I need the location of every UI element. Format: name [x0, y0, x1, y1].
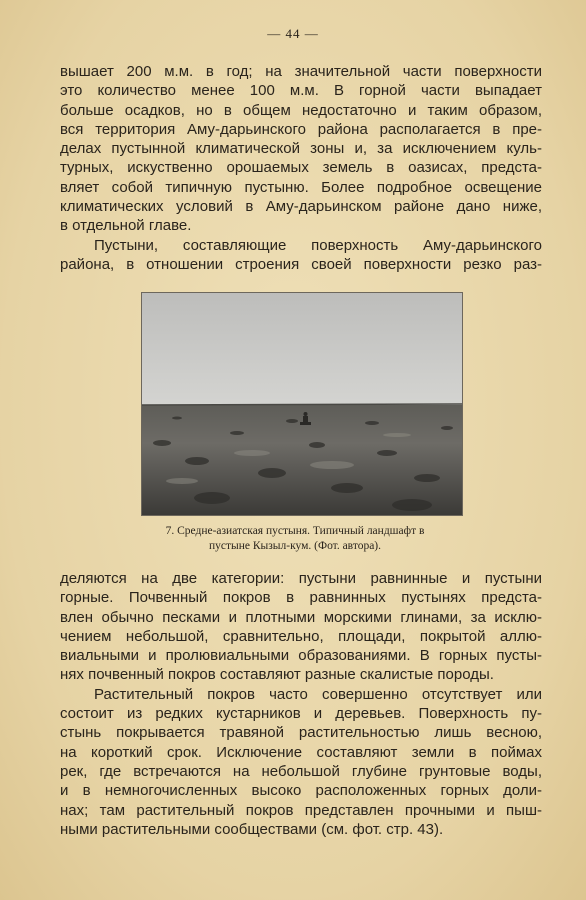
- text-line: состоит из редких кустарников и деревьев. Поверхность пу-: [60, 705, 542, 723]
- text-line: вся территория Аму-дарьинского района располагается в пре-: [60, 120, 542, 138]
- page-number: — 44 —: [267, 26, 319, 41]
- text-line: района, в отношении строения своей поверхности резко раз-: [60, 255, 542, 273]
- text-line: и в немногочисленных высоко расположенных горных доли-: [60, 782, 542, 800]
- text-line: Пустыни, составляющие поверхность Аму-дарьинского: [94, 236, 542, 254]
- text-line: чением небольшой, сравнительно, площади, покрытой аллю-: [60, 627, 542, 645]
- text-line: делах пустынной климатической зоны и, за исключением куль-: [60, 140, 542, 158]
- text-line: это количество менее 100 м.м. В горной части выпадает: [60, 82, 542, 100]
- text-line: вышает 200 м.м. в год; на значительной части поверхности: [60, 63, 542, 80]
- text-line: нях почвенный покров составляют разные скалистые породы.: [60, 666, 494, 684]
- text-line: нах; там растительный покров представлен прочными и пыш-: [60, 801, 542, 819]
- text-line: климатических условий в Аму-дарьинском районе дано ниже,: [60, 198, 542, 216]
- paragraph-block-top: [60, 62, 542, 274]
- text-line: горные. Почвенный покров в равнинных пустынях предста-: [60, 589, 542, 607]
- text-line: деляются на две категории: пустыни равнинные и пустыни: [60, 570, 542, 587]
- caption-line: пустыне Кызыл-кум. (Фот. автора).: [208, 540, 382, 552]
- text-line: виальными и пролювиальными образованиями. В горных пусты-: [60, 647, 542, 665]
- text-line: на короткий срок. Исключение составляют земли в поймах: [60, 743, 542, 761]
- photo-caption: [120, 524, 470, 554]
- paragraph-block-bottom: [60, 569, 542, 839]
- text-line: больше осадков, но в общем недостаточно и таким образом,: [60, 101, 542, 119]
- text-line: влен обычно песками и плотными морскими глинами, за исклю-: [60, 608, 542, 626]
- text-line: турных, искуственно орошаемых земель в оазисах, предста-: [60, 159, 542, 177]
- text-line: стынь покрывается травяной растительностью лишь весною,: [60, 724, 542, 742]
- text-line: ными растительными сообществами (см. фот. стр. 43).: [60, 820, 444, 838]
- desert-landscape-photo: [141, 292, 463, 516]
- text-line: в отдельной главе.: [60, 217, 192, 235]
- text-line: рек, где встречаются на небольшой глубине грунтовые воды,: [60, 762, 542, 780]
- text-line: Растительный покров часто совершенно отсутствует или: [94, 685, 542, 703]
- text-line: вляет собой типичную пустыню. Более подробное освещение: [60, 178, 542, 196]
- caption-line: 7. Средне-азиатская пустыня. Типичный ландшафт в: [165, 525, 425, 537]
